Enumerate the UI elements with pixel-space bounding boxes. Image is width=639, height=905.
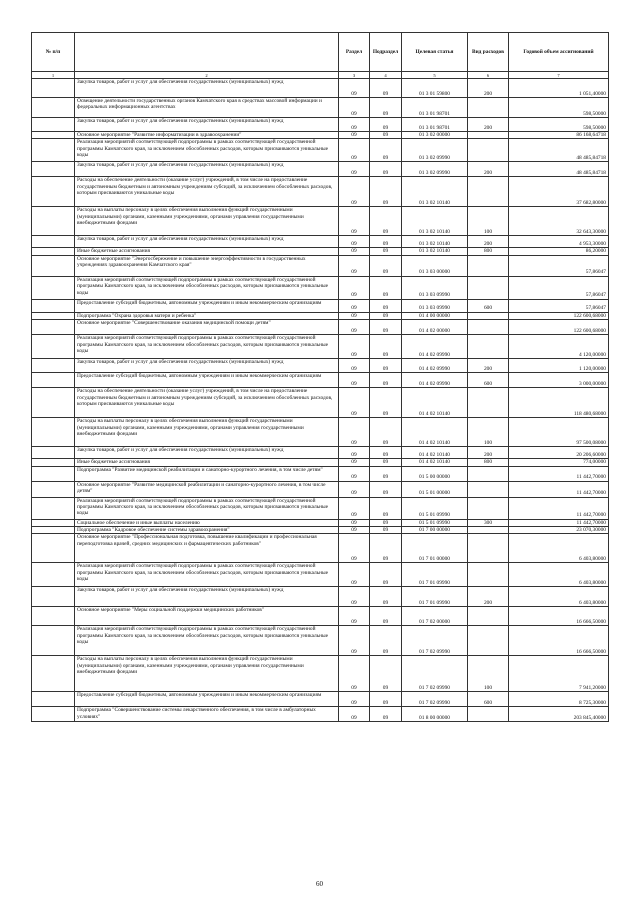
cell-subsection: 09 [370,118,402,132]
cell-exp [468,497,509,519]
header-target: Целевая статья [402,33,468,72]
cell-subsection: 09 [370,312,402,319]
cell-section: 09 [339,276,370,299]
cell-num [32,276,75,299]
cell-subsection: 09 [370,299,402,312]
cell-num [32,312,75,319]
cell-target: 01 4 02 09990 [402,373,468,388]
cell-target: 01 7 02 00000 [402,607,468,626]
cell-section: 09 [339,587,370,607]
cell-subsection: 09 [370,320,402,335]
cell-num [32,236,75,248]
cell-name: Закупка товаров, работ и услуг для обеспечения государственных (муниципальных) нужд [75,359,339,373]
table-row [32,692,609,707]
cell-target: 01 3 02 10140 [402,248,468,255]
cell-num [32,481,75,497]
cell-section: 09 [339,656,370,692]
table-row [32,626,609,656]
cell-section: 09 [339,248,370,255]
cell-target: 01 3 02 10140 [402,177,468,207]
cell-amount: 97 500,08000 [509,418,609,447]
table-row [32,527,609,534]
cell-name: Предоставление субсидий бюджетным, автономным учреждениям и иным некоммерческим организациям [75,692,339,707]
cell-target: 01 8 00 00000 [402,707,468,722]
cell-target: 01 5 01 09990 [402,519,468,526]
cell-num [32,388,75,418]
cell-name: Реализация мероприятий соответствующей подпрограммы в рамках соответствующей государственной программы Камчатского края, за исключением обособленных расходов, которым присваиваются уникальные коды [75,563,339,587]
cell-amount: 11 442,70000 [509,466,609,481]
cell-exp [468,335,509,359]
cell-section: 09 [339,312,370,319]
cell-name: Основное мероприятие "Совершенствование оказания медицинской помощи детям" [75,320,339,335]
cell-name: Расходы на обеспечение деятельности (оказание услуг) учреждений, в том числе на предоставление государственным бюджетным и автономным учреждениям субсидий, за исключением обособленных расходов, которым присваиваются уникальные коды [75,177,339,207]
column-index: 1 [32,72,75,79]
cell-section: 09 [339,563,370,587]
cell-subsection: 09 [370,466,402,481]
table-row [32,162,609,177]
cell-subsection: 09 [370,692,402,707]
cell-exp [468,607,509,626]
table-row [32,563,609,587]
cell-name: Закупка товаров, работ и услуг для обеспечения государственных (муниципальных) нужд [75,79,339,98]
cell-name: Освещение деятельности государственных органов Камчатского края в средствах массовой информации и федеральных информационных агентствах [75,98,339,118]
cell-target: 01 3 02 09990 [402,139,468,162]
table-row [32,248,609,255]
cell-subsection: 09 [370,607,402,626]
cell-exp [468,139,509,162]
budget-table [31,32,609,722]
cell-num [32,335,75,359]
cell-num [32,563,75,587]
cell-name: Реализация мероприятий соответствующей подпрограммы в рамках соответствующей государственной программы Камчатского края, за исключением обособленных расходов, которым присваиваются уникальные коды [75,139,339,162]
cell-target: 01 7 01 00000 [402,534,468,563]
cell-num [32,139,75,162]
cell-subsection: 09 [370,207,402,236]
cell-amount: 86,20000 [509,248,609,255]
cell-section: 09 [339,626,370,656]
table-row [32,418,609,447]
cell-exp [468,132,509,139]
cell-name: Реализация мероприятий соответствующей подпрограммы в рамках соответствующей государственной программы Камчатского края, за исключением обособленных расходов, которым присваиваются уникальные коды [75,276,339,299]
cell-num [32,118,75,132]
cell-num [32,79,75,98]
cell-target: 01 4 02 10140 [402,418,468,447]
cell-amount: 3 000,00000 [509,373,609,388]
table-row [32,707,609,722]
cell-name: Закупка товаров, работ и услуг для обеспечения государственных (муниципальных) нужд [75,587,339,607]
cell-name: Подпрограмма "Совершенствование системы лекарственного обеспечения, в том числе в амбулаторных условиях" [75,707,339,722]
cell-section: 09 [339,359,370,373]
cell-num [32,255,75,276]
cell-exp: 100 [468,418,509,447]
cell-exp [468,527,509,534]
cell-num [32,320,75,335]
cell-subsection: 09 [370,563,402,587]
cell-target: 01 4 02 10140 [402,388,468,418]
table-row [32,459,609,466]
cell-section: 09 [339,255,370,276]
table-row [32,373,609,388]
table-row [32,236,609,248]
cell-target: 01 4 02 00000 [402,320,468,335]
header-section: Раздел [339,33,370,72]
cell-num [32,656,75,692]
cell-amount: 16 666,50000 [509,626,609,656]
cell-subsection: 09 [370,276,402,299]
cell-subsection: 09 [370,255,402,276]
column-index: 5 [402,72,468,79]
table-row [32,118,609,132]
cell-amount: 598,50000 [509,118,609,132]
cell-name: Подпрограмма "Кадровое обеспечение системы здравоохранения" [75,527,339,534]
table-row [32,299,609,312]
table-row [32,139,609,162]
cell-num [32,692,75,707]
cell-amount: 8 725,30000 [509,692,609,707]
cell-name: Иные бюджетные ассигнования [75,248,339,255]
cell-exp: 300 [468,519,509,526]
cell-section: 09 [339,459,370,466]
cell-amount: 57,86047 [509,299,609,312]
cell-subsection: 09 [370,519,402,526]
cell-target: 01 7 02 09990 [402,656,468,692]
cell-subsection: 09 [370,497,402,519]
cell-name: Социальное обеспечение и иные выплаты населению [75,519,339,526]
cell-target: 01 4 02 09990 [402,359,468,373]
cell-name: Расходы на обеспечение деятельности (оказание услуг) учреждений, в том числе на предоставление государственным бюджетным и автономным учреждениям субсидий, за исключением обособленных расходов, которым присваиваются уникальные коды [75,388,339,418]
cell-section: 09 [339,335,370,359]
cell-num [32,497,75,519]
cell-exp: 200 [468,587,509,607]
cell-target: 01 7 01 09990 [402,563,468,587]
cell-num [32,373,75,388]
cell-subsection: 09 [370,139,402,162]
cell-amount: 122 600,68000 [509,312,609,319]
cell-amount: 57,86047 [509,276,609,299]
cell-section: 09 [339,207,370,236]
cell-num [32,248,75,255]
cell-name: Реализация мероприятий соответствующей подпрограммы в рамках соответствующей государственной программы Камчатского края, за исключением обособленных расходов, которым присваиваются уникальные коды [75,497,339,519]
table-row [32,388,609,418]
cell-target: 01 3 02 09990 [402,162,468,177]
cell-num [32,207,75,236]
cell-target: 01 7 02 09990 [402,626,468,656]
cell-subsection: 09 [370,236,402,248]
cell-amount: 48 485,84718 [509,139,609,162]
table-row [32,335,609,359]
cell-subsection: 09 [370,418,402,447]
column-index: 2 [75,72,339,79]
cell-amount: 20 206,60000 [509,447,609,459]
cell-section: 09 [339,418,370,447]
cell-target: 01 3 03 09990 [402,276,468,299]
table-row [32,481,609,497]
cell-exp [468,320,509,335]
cell-target: 01 3 02 10140 [402,207,468,236]
cell-section: 09 [339,466,370,481]
cell-subsection: 09 [370,388,402,418]
cell-num [32,359,75,373]
cell-target: 01 5 01 00000 [402,481,468,497]
cell-subsection: 09 [370,79,402,98]
cell-section: 09 [339,447,370,459]
cell-num [32,98,75,118]
table-row [32,656,609,692]
cell-exp: 200 [468,236,509,248]
cell-name: Основное мероприятие "Меры социальной поддержки медицинских работников" [75,607,339,626]
cell-exp: 200 [468,118,509,132]
cell-amount: 48 485,84718 [509,162,609,177]
cell-num [32,626,75,656]
cell-name: Подпрограмма "Развитие медицинской реабилитации и санаторно-курортного лечения, в том числе детям" [75,466,339,481]
table-body [32,79,609,722]
cell-num [32,466,75,481]
column-index: 6 [468,72,509,79]
cell-subsection: 09 [370,626,402,656]
cell-num [32,418,75,447]
cell-name: Закупка товаров, работ и услуг для обеспечения государственных (муниципальных) нужд [75,162,339,177]
cell-num [32,132,75,139]
cell-subsection: 09 [370,359,402,373]
cell-exp [468,177,509,207]
cell-amount: 598,50000 [509,98,609,118]
cell-amount: 1 120,00000 [509,359,609,373]
table-row [32,312,609,319]
table-row [32,98,609,118]
cell-subsection: 09 [370,707,402,722]
cell-target: 01 3 02 10140 [402,236,468,248]
cell-num [32,447,75,459]
cell-num [32,607,75,626]
cell-section: 09 [339,527,370,534]
cell-exp: 100 [468,207,509,236]
table-header [32,33,609,72]
cell-section: 09 [339,534,370,563]
cell-target: 01 3 03 09990 [402,299,468,312]
table-row [32,359,609,373]
header-amount: Годовой объем ассигнований [509,33,609,72]
cell-name: Закупка товаров, работ и услуг для обеспечения государственных (муниципальных) нужд [75,118,339,132]
table-row [32,607,609,626]
cell-exp: 600 [468,692,509,707]
cell-section: 09 [339,607,370,626]
cell-section: 09 [339,162,370,177]
cell-section: 09 [339,139,370,162]
cell-exp: 200 [468,79,509,98]
cell-amount: 37 682,80000 [509,177,609,207]
cell-name: Предоставление субсидий бюджетным, автономным учреждениям и иным некоммерческим организациям [75,373,339,388]
cell-exp [468,563,509,587]
cell-target: 01 4 02 09990 [402,335,468,359]
cell-num [32,534,75,563]
cell-amount: 4 120,00000 [509,335,609,359]
cell-amount: 6 403,80000 [509,563,609,587]
cell-section: 09 [339,707,370,722]
cell-target: 01 7 01 09990 [402,587,468,607]
column-index-row [32,72,609,79]
cell-exp: 600 [468,299,509,312]
cell-num [32,587,75,607]
cell-exp [468,534,509,563]
table-row [32,497,609,519]
cell-num [32,707,75,722]
table-row [32,255,609,276]
cell-num [32,527,75,534]
table-row [32,519,609,526]
cell-name: Основное мероприятие "Энергосбережение и повышение энергоэффективности в государственных учреждениях здравоохранения Камчатского края" [75,255,339,276]
cell-section: 09 [339,388,370,418]
cell-name: Закупка товаров, работ и услуг для обеспечения государственных (муниципальных) нужд [75,447,339,459]
table-row [32,447,609,459]
cell-section: 09 [339,519,370,526]
cell-name: Закупка товаров, работ и услуг для обеспечения государственных (муниципальных) нужд [75,236,339,248]
table-row [32,132,609,139]
cell-subsection: 09 [370,587,402,607]
table-row [32,587,609,607]
cell-exp: 200 [468,359,509,373]
cell-target: 01 4 00 00000 [402,312,468,319]
cell-amount: 7 941,20000 [509,656,609,692]
cell-exp: 200 [468,447,509,459]
table-row [32,320,609,335]
header-name [75,33,339,72]
cell-amount: 774,00000 [509,459,609,466]
cell-section: 09 [339,132,370,139]
cell-target: 01 4 02 10140 [402,459,468,466]
table-row [32,466,609,481]
cell-subsection: 09 [370,527,402,534]
cell-amount: 32 643,30000 [509,207,609,236]
cell-section: 09 [339,481,370,497]
cell-target: 01 7 02 09990 [402,692,468,707]
cell-name: Основное мероприятие "Развитие медицинской реабилитации и санаторно-курортного лечения, в том числе детям" [75,481,339,497]
cell-name: Расходы на выплаты персоналу в целях обеспечения выполнения функций государственными (муниципальными) органами, казенными учреждениями, органами управления государственными внебюджетными фондами [75,207,339,236]
cell-section: 09 [339,118,370,132]
cell-section: 09 [339,497,370,519]
table-row [32,207,609,236]
cell-subsection: 09 [370,248,402,255]
cell-subsection: 09 [370,98,402,118]
cell-num [32,162,75,177]
cell-section: 09 [339,692,370,707]
cell-subsection: 09 [370,534,402,563]
cell-amount: 1 051,40000 [509,79,609,98]
cell-exp [468,481,509,497]
cell-exp [468,255,509,276]
cell-amount: 11 442,70000 [509,519,609,526]
cell-section: 09 [339,299,370,312]
cell-section: 09 [339,320,370,335]
cell-subsection: 09 [370,162,402,177]
cell-exp [468,276,509,299]
cell-name: Реализация мероприятий соответствующей подпрограммы в рамках соответствующей государственной программы Камчатского края, за исключением обособленных расходов, которым присваиваются уникальные коды [75,335,339,359]
column-index: 7 [509,72,609,79]
cell-amount: 16 666,50000 [509,607,609,626]
cell-target: 01 4 02 10140 [402,447,468,459]
table-row [32,79,609,98]
cell-subsection: 09 [370,481,402,497]
cell-section: 09 [339,98,370,118]
page-number: 60 [316,880,323,888]
cell-section: 09 [339,373,370,388]
cell-exp [468,466,509,481]
cell-exp: 200 [468,162,509,177]
cell-amount: 122 600,68000 [509,320,609,335]
cell-subsection: 09 [370,132,402,139]
cell-amount: 57,86047 [509,255,609,276]
column-index: 4 [370,72,402,79]
table-row [32,177,609,207]
cell-subsection: 09 [370,459,402,466]
cell-amount: 11 442,70000 [509,497,609,519]
header-num: № п/п [32,33,75,72]
cell-subsection: 09 [370,656,402,692]
cell-exp: 100 [468,656,509,692]
cell-num [32,519,75,526]
cell-target: 01 3 01 98701 [402,118,468,132]
cell-exp: 600 [468,373,509,388]
cell-section: 09 [339,177,370,207]
cell-target: 01 3 01 59800 [402,79,468,98]
cell-exp [468,707,509,722]
cell-exp [468,98,509,118]
cell-name: Основное мероприятие "Развитие информатизации в здравоохранении" [75,132,339,139]
cell-amount: 86 168,64718 [509,132,609,139]
cell-subsection: 09 [370,177,402,207]
cell-amount: 23 070,30000 [509,527,609,534]
cell-num [32,459,75,466]
cell-amount: 4 953,30000 [509,236,609,248]
cell-amount: 11 442,70000 [509,481,609,497]
cell-name: Предоставление субсидий бюджетным, автономным учреждениям и иным некоммерческим организациям [75,299,339,312]
cell-num [32,299,75,312]
cell-amount: 203 845,40000 [509,707,609,722]
cell-section: 09 [339,79,370,98]
table-row [32,534,609,563]
table-row [32,276,609,299]
cell-name: Расходы на выплаты персоналу в целях обеспечения выполнения функций государственными (муниципальными) органами, казенными учреждениями, органами управления государственными внебюджетными фондами [75,656,339,692]
header-exp-type: Вид расходов [468,33,509,72]
cell-name: Реализация мероприятий соответствующей подпрограммы в рамках соответствующей государственной программы Камчатского края, за исключением обособленных расходов, которым присваиваются уникальные коды [75,626,339,656]
cell-target: 01 3 01 98701 [402,98,468,118]
cell-target: 01 5 01 09990 [402,497,468,519]
cell-amount: 6 403,80000 [509,534,609,563]
cell-subsection: 09 [370,373,402,388]
cell-target: 01 3 03 00000 [402,255,468,276]
cell-name: Расходы на выплаты персоналу в целях обеспечения выполнения функций государственными (муниципальными) органами, казенными учреждениями, органами управления государственными внебюджетными фондами [75,418,339,447]
cell-exp [468,312,509,319]
cell-exp: 800 [468,459,509,466]
cell-target: 01 7 00 00000 [402,527,468,534]
column-index: 3 [339,72,370,79]
cell-exp: 800 [468,248,509,255]
cell-name: Подпрограмма "Охрана здоровья матери и ребенка" [75,312,339,319]
cell-name: Основное мероприятие "Профессиональная подготовка, повышение квалификации и профессиональная переподготовка врачей, средних медицинских и фармацевтических работников" [75,534,339,563]
cell-name: Иные бюджетные ассигнования [75,459,339,466]
cell-exp [468,626,509,656]
header-subsection: Подраздел [370,33,402,72]
cell-amount: 118 480,68000 [509,388,609,418]
cell-subsection: 09 [370,335,402,359]
cell-subsection: 09 [370,447,402,459]
cell-target: 01 3 02 00000 [402,132,468,139]
cell-target: 01 5 00 00000 [402,466,468,481]
cell-amount: 6 403,80000 [509,587,609,607]
cell-exp [468,388,509,418]
cell-section: 09 [339,236,370,248]
cell-num [32,177,75,207]
